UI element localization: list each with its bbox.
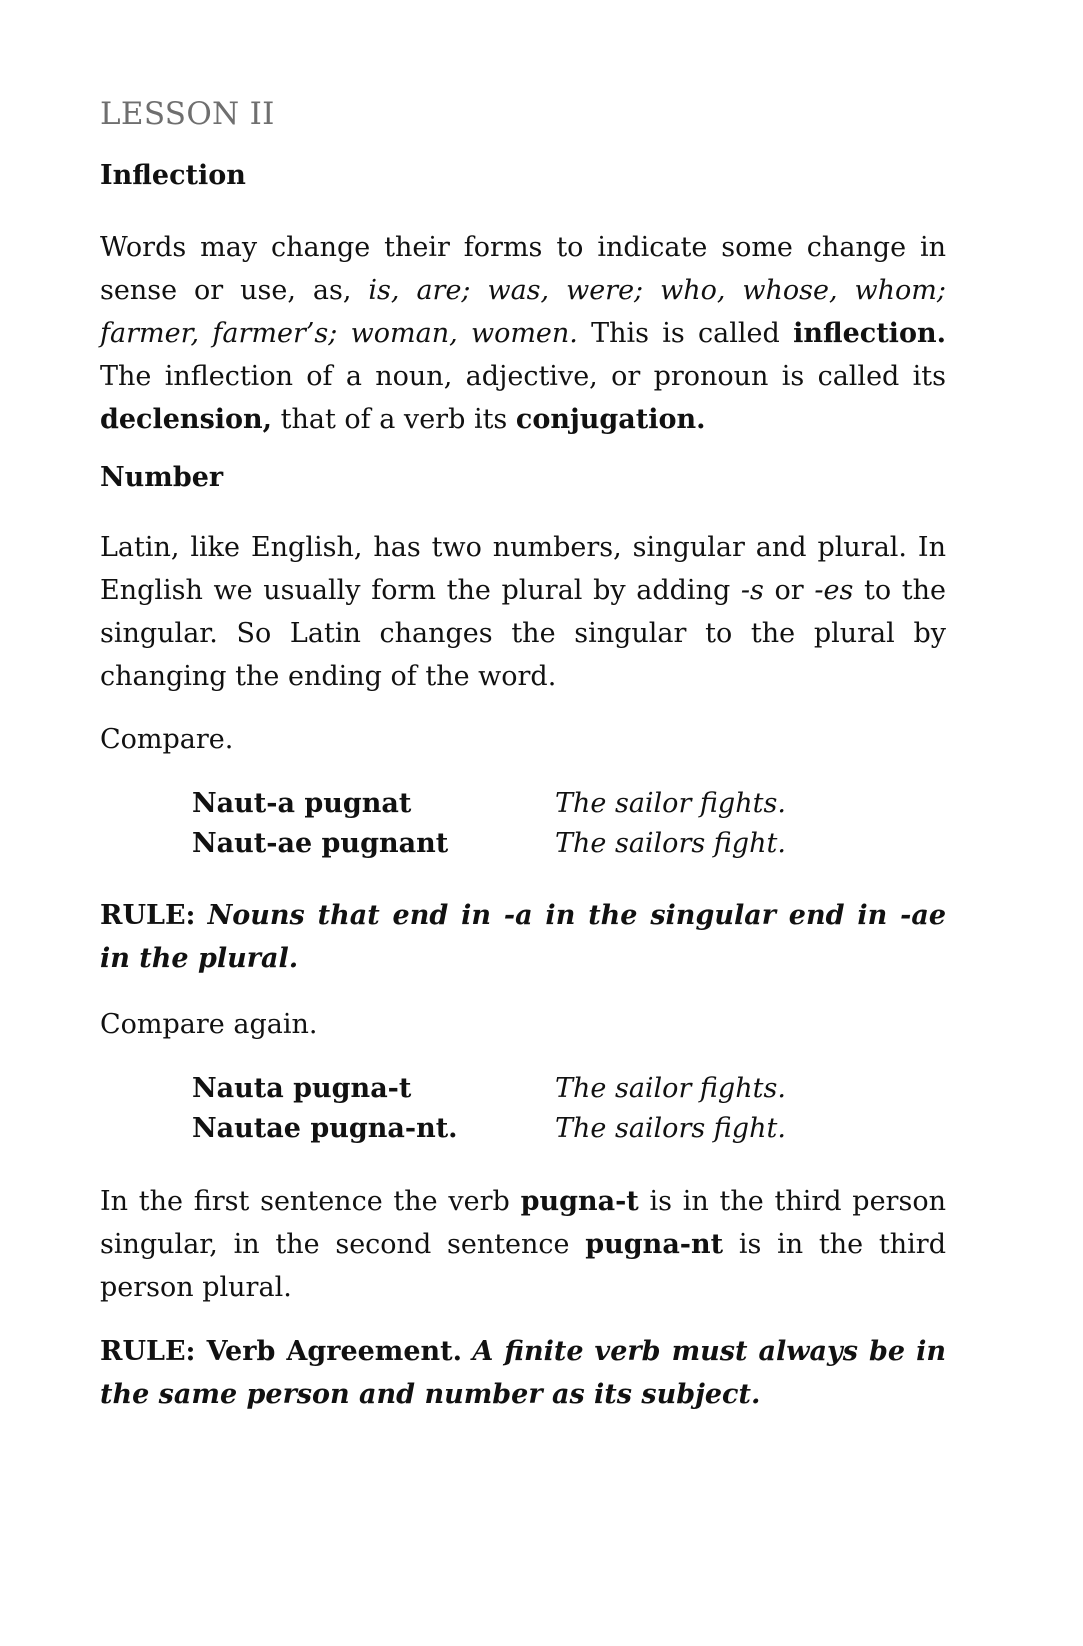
paragraph-explanation: [100, 1180, 946, 1309]
number-text-2: to the singular. So Latin changes the singular to the plural by changing the ending of the word.: [100, 575, 946, 692]
term-declension: declension,: [100, 404, 273, 435]
rule-label: RULE: Verb Agreement.: [100, 1336, 463, 1367]
paragraph-inflection: [100, 226, 946, 441]
rule-nouns: [100, 894, 946, 980]
number-text-1: Latin, like English, has two numbers, singular and plural. In English we usually form the plural by adding: [100, 532, 946, 606]
heading-inflection: Inflection: [100, 160, 246, 191]
compare-label: Compare.: [100, 724, 234, 755]
example-row: [192, 788, 892, 831]
number-or: or: [774, 575, 804, 606]
rule-text: A finite verb must always be in the same person and number as its subject.: [100, 1336, 946, 1410]
suffix-es: -es: [814, 575, 854, 606]
term-pugna-t: pugna-t: [520, 1186, 639, 1217]
heading-number: Number: [100, 462, 224, 493]
example-row: [192, 1113, 892, 1156]
example-english: The sailor fights.: [555, 1073, 786, 1104]
explanation-text-1: In the first sentence the verb: [100, 1186, 510, 1217]
example-latin: Nautae pugna-nt.: [192, 1113, 458, 1144]
inflection-examples: is, are; was, were; who, whose, whom; farmer, farmer’s; woman, women.: [100, 275, 946, 349]
inflection-text-3: The inflection of a noun, adjective, or pronoun is called its: [100, 361, 946, 392]
inflection-text-2: This is called: [591, 318, 780, 349]
rule-label: RULE:: [100, 900, 196, 931]
example-english: The sailors fight.: [555, 828, 786, 859]
example-latin: Naut-a pugnat: [192, 788, 412, 819]
explanation-text-2: is in the third person singular, in the second sentence: [100, 1186, 946, 1260]
example-row: [192, 828, 892, 871]
example-english: The sailors fight.: [555, 1113, 786, 1144]
inflection-text-4: that of a verb its: [280, 404, 508, 435]
term-inflection: inflection.: [793, 318, 946, 349]
example-row: [192, 1073, 892, 1116]
lesson-title: LESSON II: [100, 96, 275, 132]
rule-verb-agreement: [100, 1330, 946, 1416]
explanation-text-3: is in the third person plural.: [100, 1229, 946, 1303]
suffix-s: -s: [740, 575, 764, 606]
term-conjugation: conjugation.: [515, 404, 706, 435]
term-pugna-nt: pugna-nt: [585, 1229, 724, 1260]
paragraph-number: [100, 526, 946, 698]
compare-again-label: Compare again.: [100, 1009, 318, 1040]
example-latin: Nauta pugna-t: [192, 1073, 412, 1104]
rule-text: Nouns that end in -a in the singular end in -ae in the plural.: [100, 900, 946, 974]
example-english: The sailor fights.: [555, 788, 786, 819]
example-latin: Naut-ae pugnant: [192, 828, 449, 859]
inflection-text-1: Words may change their forms to indicate some change in sense or use, as,: [100, 232, 946, 306]
